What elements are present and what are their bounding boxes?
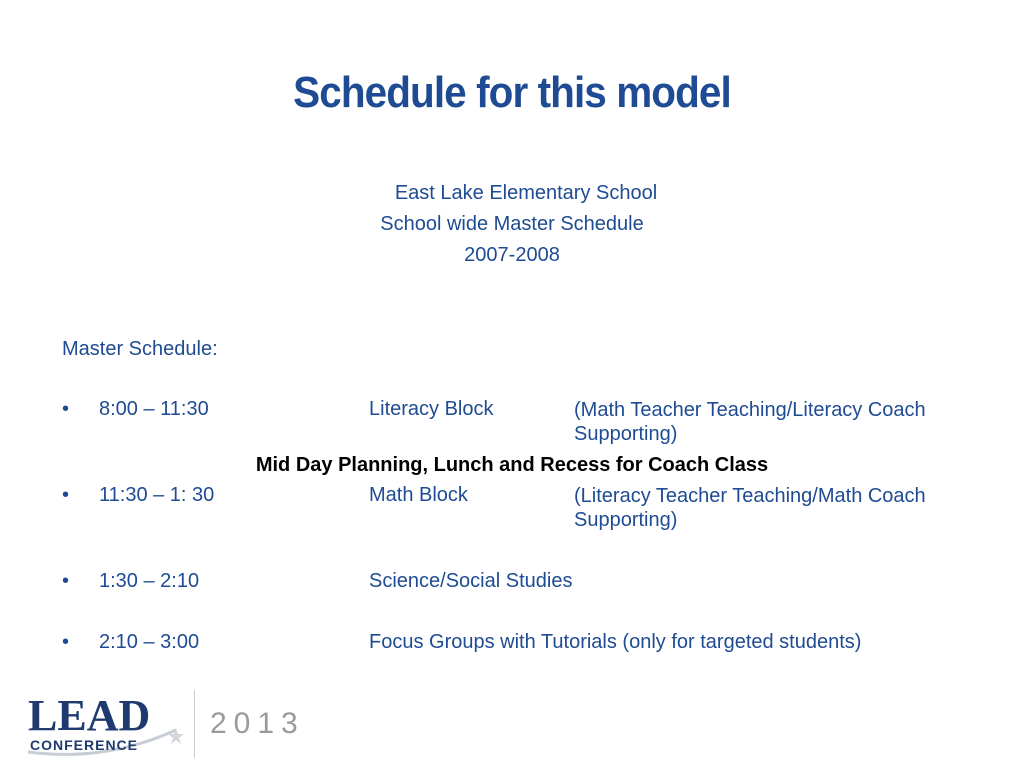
row-block: Math Block (369, 484, 468, 506)
row-time: 11:30 – 1: 30 (99, 484, 215, 506)
row-block: Science/Social Studies (369, 570, 573, 592)
logo-sub: CONFERENCE (30, 737, 139, 753)
row-block: Focus Groups with Tutorials (only for targeted students) (369, 631, 862, 653)
school-name: East Lake Elementary School (394, 182, 658, 204)
logo-word: LEAD (28, 691, 151, 740)
bullet: • (62, 484, 70, 506)
bullet: • (62, 398, 70, 420)
master-schedule-label: Master Schedule: (62, 338, 218, 360)
lead-conference-logo (26, 690, 196, 760)
year-range: 2007-2008 (464, 244, 560, 266)
bullet: • (62, 570, 70, 592)
row-time: 8:00 – 11:30 (99, 398, 209, 420)
row-block: Literacy Block (369, 398, 494, 420)
row-note: (Literacy Teacher Teaching/Math Coach Supporting) (574, 485, 926, 531)
row-time: 2:10 – 3:00 (99, 631, 200, 653)
footer-year: 2013 (210, 707, 305, 740)
mid-day-note: Mid Day Planning, Lunch and Recess for Coach Class (255, 454, 769, 476)
footer-divider (194, 690, 195, 758)
star-icon (168, 728, 184, 744)
slide-title: Schedule for this model (293, 68, 731, 117)
row-note: (Math Teacher Teaching/Literacy Coach Supporting) (574, 399, 926, 445)
bullet: • (62, 631, 70, 653)
row-time: 1:30 – 2:10 (99, 570, 200, 592)
schedule-name: School wide Master Schedule (380, 213, 644, 235)
